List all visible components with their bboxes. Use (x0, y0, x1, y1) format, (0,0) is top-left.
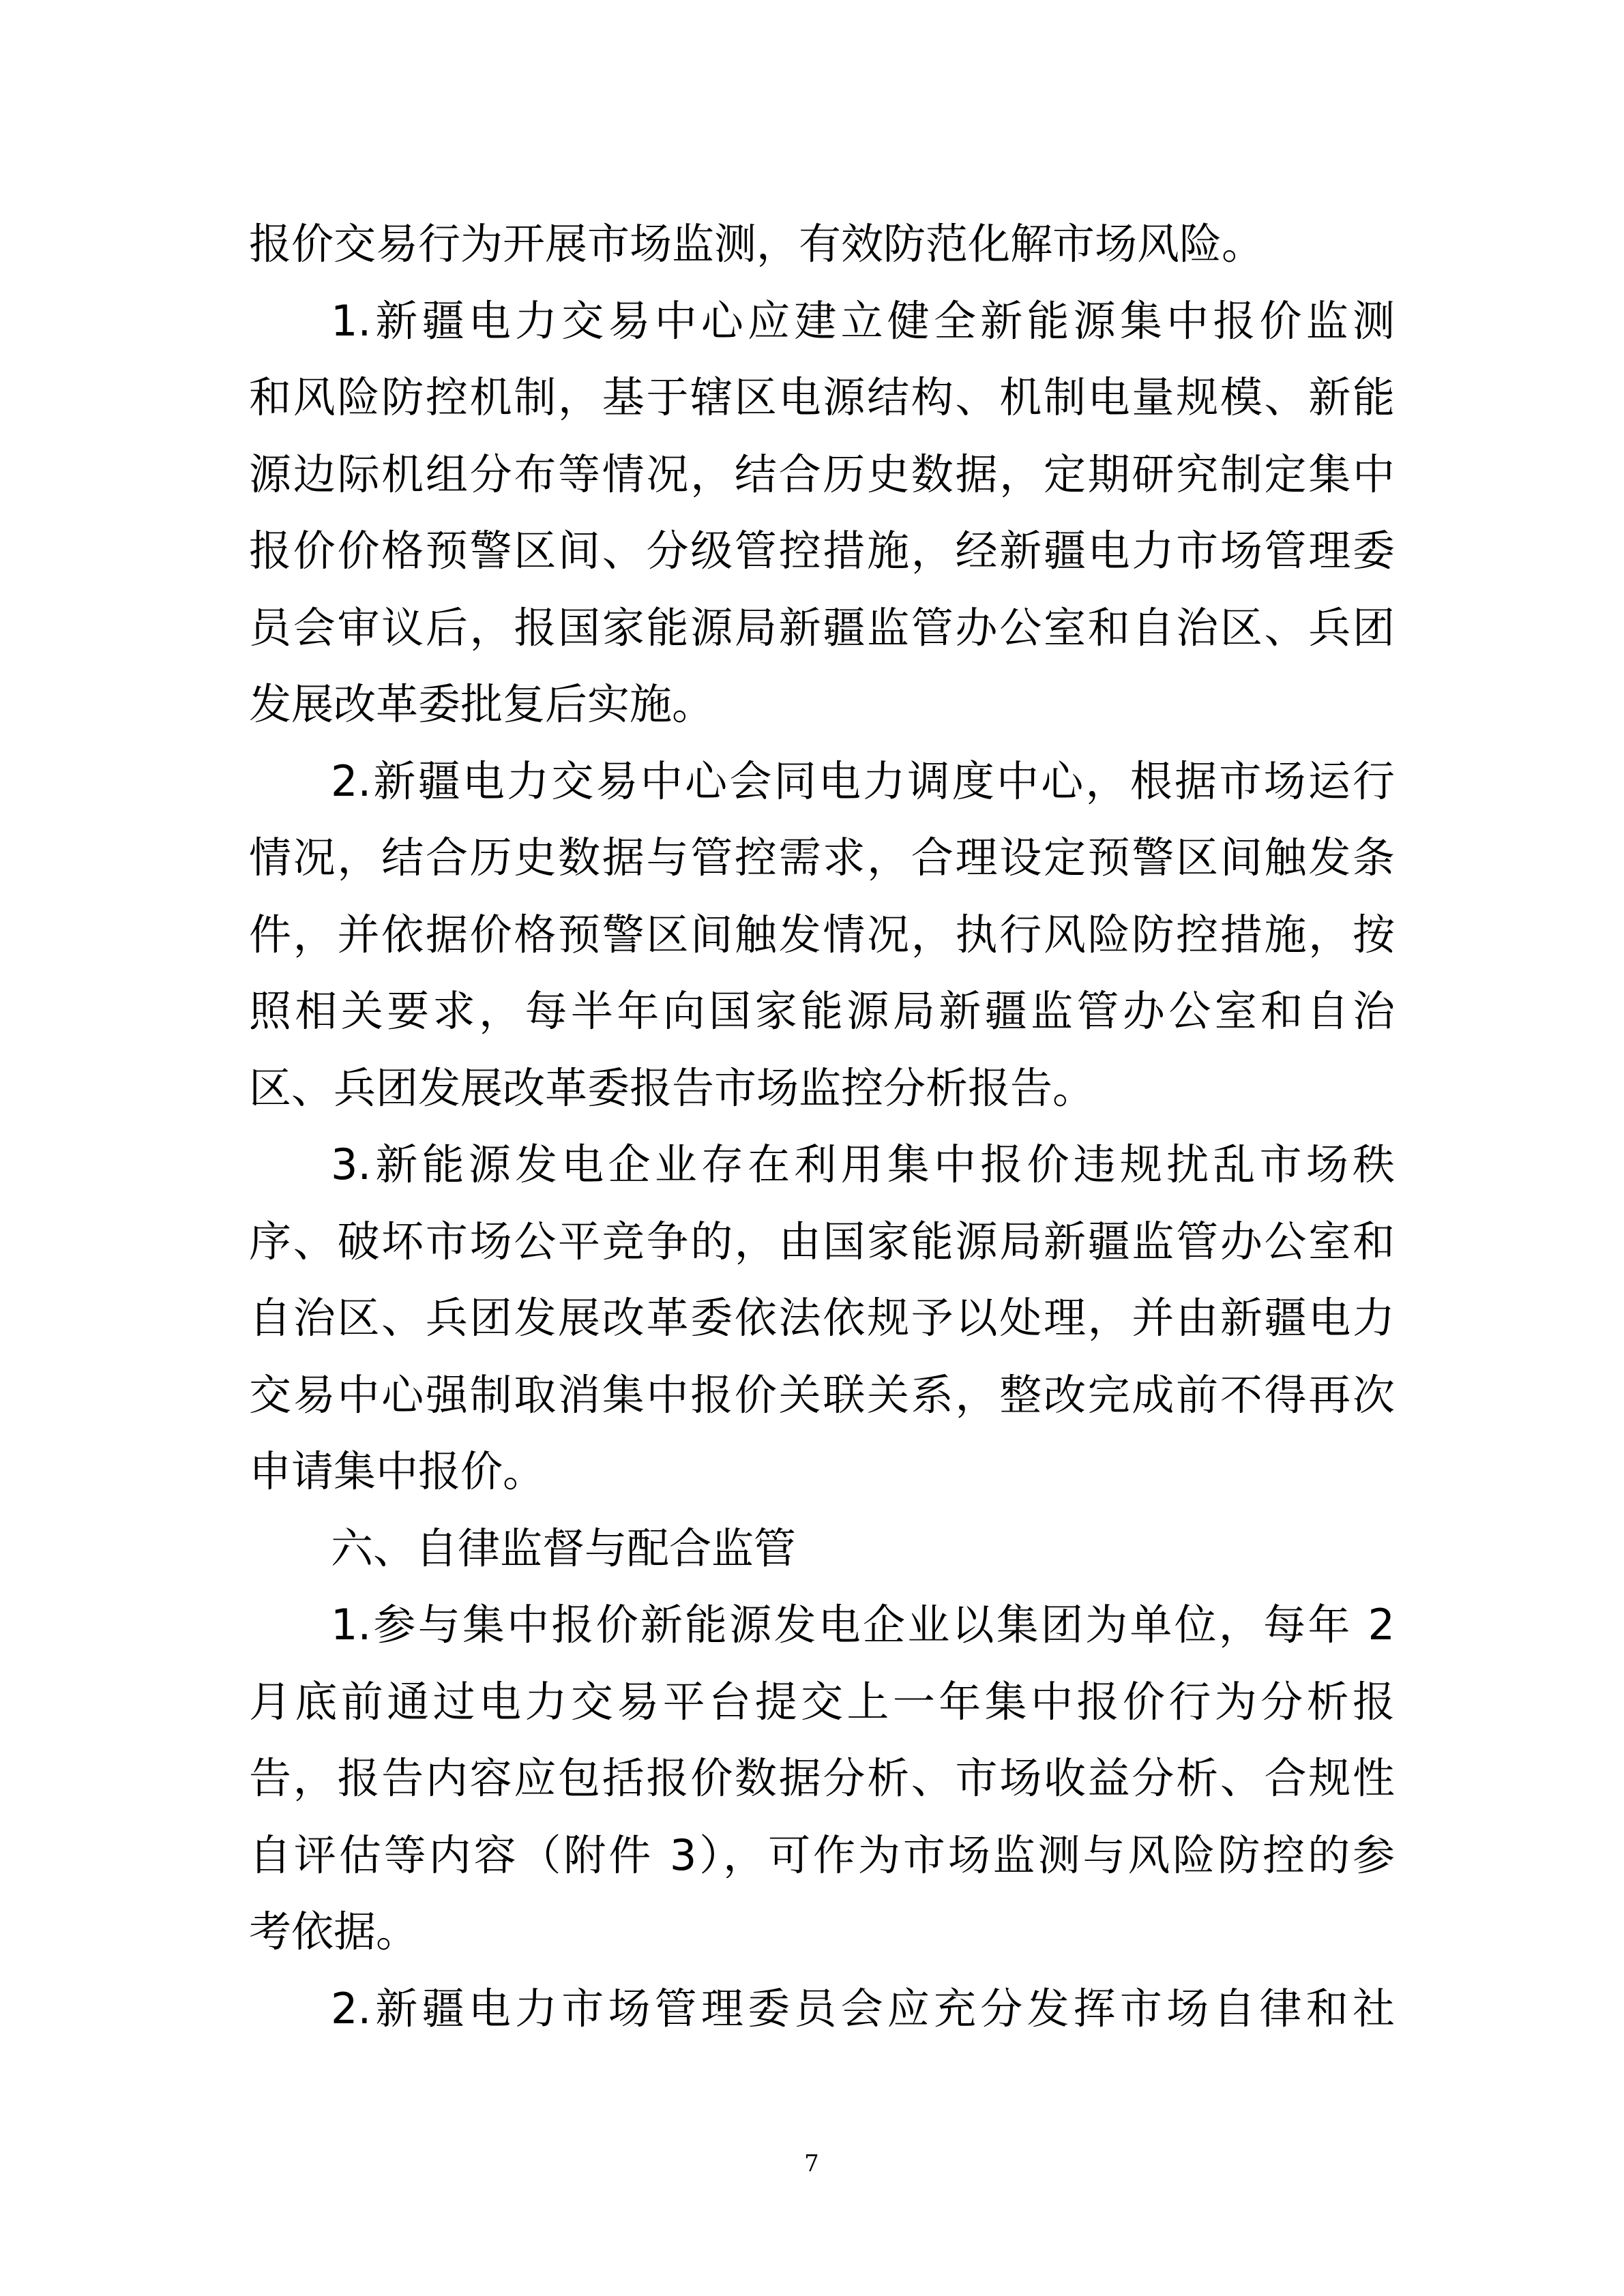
text-line: 考依据。 (249, 1907, 419, 1956)
text-line: 1.参与集中报价新能源发电企业以集团为单位，每年 2 (331, 1600, 1395, 1650)
text-line: 月底前通过电力交易平台提交上一年集中报价行为分析报 (249, 1677, 1395, 1727)
text-line: 员会审议后，报国家能源局新疆监管办公室和自治区、兵团 (249, 603, 1395, 653)
text-line: 情况，结合历史数据与管控需求，合理设定预警区间触发条 (249, 833, 1395, 882)
text-line: 自治区、兵团发展改革委依法依规予以处理，并由新疆电力 (249, 1293, 1395, 1343)
text-line: 源边际机组分布等情况，结合历史数据，定期研究制定集中 (249, 449, 1395, 499)
text-line: 交易中心强制取消集中报价关联关系，整改完成前不得再次 (249, 1370, 1395, 1420)
text-line: 和风险防控机制，基于辖区电源结构、机制电量规模、新能 (249, 372, 1395, 422)
text-line: 区、兵团发展改革委报告市场监控分析报告。 (249, 1063, 1095, 1113)
text-line: 1.新疆电力交易中心应建立健全新能源集中报价监测 (331, 296, 1395, 346)
text-line: 2.新疆电力市场管理委员会应充分发挥市场自律和社 (331, 1984, 1395, 2033)
text-line: 自评估等内容（附件 3），可作为市场监测与风险防控的参 (249, 1830, 1395, 1880)
text-line: 件，并依据价格预警区间触发情况，执行风险防控措施，按 (249, 910, 1395, 959)
text-line: 报价价格预警区间、分级管控措施，经新疆电力市场管理委 (249, 526, 1395, 576)
text-line: 2.新疆电力交易中心会同电力调度中心，根据市场运行 (331, 756, 1395, 806)
text-line: 告，报告内容应包括报价数据分析、市场收益分析、合规性 (249, 1753, 1395, 1803)
page-number: 7 (804, 2150, 819, 2177)
text-line: 序、破坏市场公平竞争的，由国家能源局新疆监管办公室和 (249, 1217, 1395, 1266)
text-line: 申请集中报价。 (249, 1446, 546, 1496)
text-line: 照相关要求，每半年向国家能源局新疆监管办公室和自治 (249, 986, 1395, 1036)
text-line: 报价交易行为开展市场监测，有效防范化解市场风险。 (249, 219, 1265, 269)
section-heading: 六、自律监督与配合监管 (331, 1523, 797, 1573)
text-line: 发展改革委批复后实施。 (249, 679, 715, 729)
text-line: 3.新能源发电企业存在利用集中报价违规扰乱市场秩 (331, 1139, 1395, 1189)
